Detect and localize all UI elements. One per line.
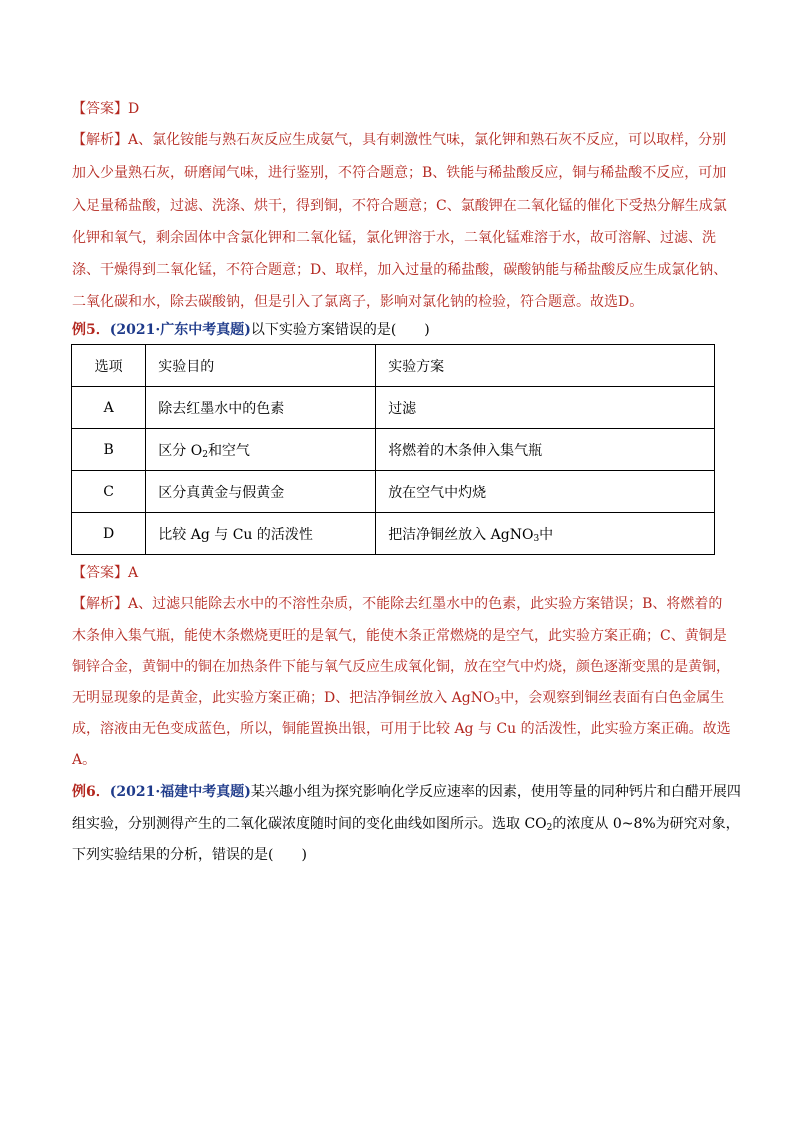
table-cell: 放在空气中灼烧	[376, 471, 715, 513]
analysis-1-line-2: 加入少量熟石灰，研磨闻气味，进行鉴别，不符合题意；B、铁能与稀盐酸反应，铜与稀盐酸不反应，可加	[72, 165, 727, 181]
example-source: (2021·广东中考真题)	[109, 322, 251, 338]
analysis-label: 【解析】	[72, 132, 128, 148]
table-cell: 除去红墨水中的色素	[146, 387, 376, 429]
table-header-row	[72, 345, 715, 387]
table-header-cell: 实验目的	[146, 345, 376, 387]
table-cell: 把洁净铜丝放入 AgNO$_3$中	[376, 513, 715, 555]
example-source: (2021·福建中考真题)	[109, 784, 251, 800]
table-row	[72, 387, 715, 429]
analysis-2-line-4: 无明显现象的是黄金，此实验方案正确；D、把洁净铜丝放入 AgNO$_3$中，会观察到铜丝表面有白色金属生	[72, 690, 725, 707]
table-cell: A	[72, 387, 146, 429]
table-cell: B	[72, 429, 146, 471]
table-header-cell: 选项	[72, 345, 146, 387]
table-row	[72, 513, 715, 555]
example-question: 以下实验方案错误的是( )	[250, 322, 430, 338]
experiment-table	[71, 344, 715, 555]
table-cell: 将燃着的木条伸入集气瓶	[376, 429, 715, 471]
example-5-heading	[72, 320, 722, 340]
example-6-line-1: 例6．(2021·福建中考真题)某兴趣小组为探究影响化学反应速率的因素，使用等量的同种钙片和白醋开展四	[72, 784, 741, 800]
analysis-2-line-6: A。	[72, 752, 97, 768]
table-row	[72, 429, 715, 471]
example-number: 例6．	[72, 784, 110, 800]
table-cell: D	[72, 513, 146, 555]
table-header-cell: 实验方案	[376, 345, 715, 387]
table-row	[72, 471, 715, 513]
analysis-label: 【解析】	[72, 596, 128, 612]
answer-2	[72, 563, 722, 583]
answer-1	[72, 99, 722, 119]
table-cell: 区分 $O_2$和空气	[146, 429, 376, 471]
analysis-2-line-5: 成，溶液由无色变成蓝色，所以，铜能置换出银，可用于比较 Ag 与 Cu 的活泼性，此实验方案正确。故选	[72, 721, 731, 737]
table-cell: 过滤	[376, 387, 715, 429]
answer-value: A	[128, 565, 139, 581]
analysis-2-line-1: 【解析】A、过滤只能除去水中的不溶性杂质，不能除去红墨水中的色素，此实验方案错误；B、将燃着的	[72, 596, 723, 612]
analysis-1-line-1: 【解析】A、氯化铵能与熟石灰反应生成氨气，具有刺激性气味，氯化钾和熟石灰不反应，可以取样，分别	[72, 132, 727, 148]
answer-value: D	[128, 101, 140, 117]
analysis-1-line-3: 入足量稀盐酸，过滤、洗涤、烘干，得到铜，不符合题意；C、氯酸钾在二氧化锰的催化下受热分解生成氯	[72, 198, 727, 214]
example-number: 例5．	[72, 322, 110, 338]
table-cell: C	[72, 471, 146, 513]
analysis-1-line-5: 涤、干燥得到二氧化锰，不符合题意；D、取样，加入过量的稀盐酸，碳酸钠能与稀盐酸反应生成氯化钠、	[72, 262, 728, 278]
example-6-line-3: 下列实验结果的分析，错误的是( )	[72, 847, 307, 863]
example-6-line-2: 组实验，分别测得产生的二氧化碳浓度随时间的变化曲线如图所示。选取 $CO_2$的浓度从 0~8%为研究对象，	[72, 816, 740, 833]
analysis-1-line-6: 二氧化碳和水，除去碳酸钠，但是引入了氯离子，影响对氯化钠的检验，符合题意。故选D。	[72, 294, 644, 310]
answer-label: 【答案】	[72, 565, 128, 581]
analysis-2-line-2: 木条伸入集气瓶，能使木条燃烧更旺的是氧气，能使木条正常燃烧的是空气，此实验方案正确；C、黄铜是	[72, 628, 727, 644]
table-cell: 比较 Ag 与 Cu 的活泼性	[146, 513, 376, 555]
answer-label: 【答案】	[72, 101, 128, 117]
analysis-1-line-4: 化钾和氧气，剩余固体中含氯化钾和二氧化锰，氯化钾溶于水，二氧化锰难溶于水，故可溶解、过滤、洗	[72, 230, 716, 246]
table-cell: 区分真黄金与假黄金	[146, 471, 376, 513]
analysis-2-line-3: 铜锌合金，黄铜中的铜在加热条件下能与氧气反应生成氧化铜，放在空气中灼烧，颜色逐渐变黑的是黄铜，	[72, 659, 730, 675]
